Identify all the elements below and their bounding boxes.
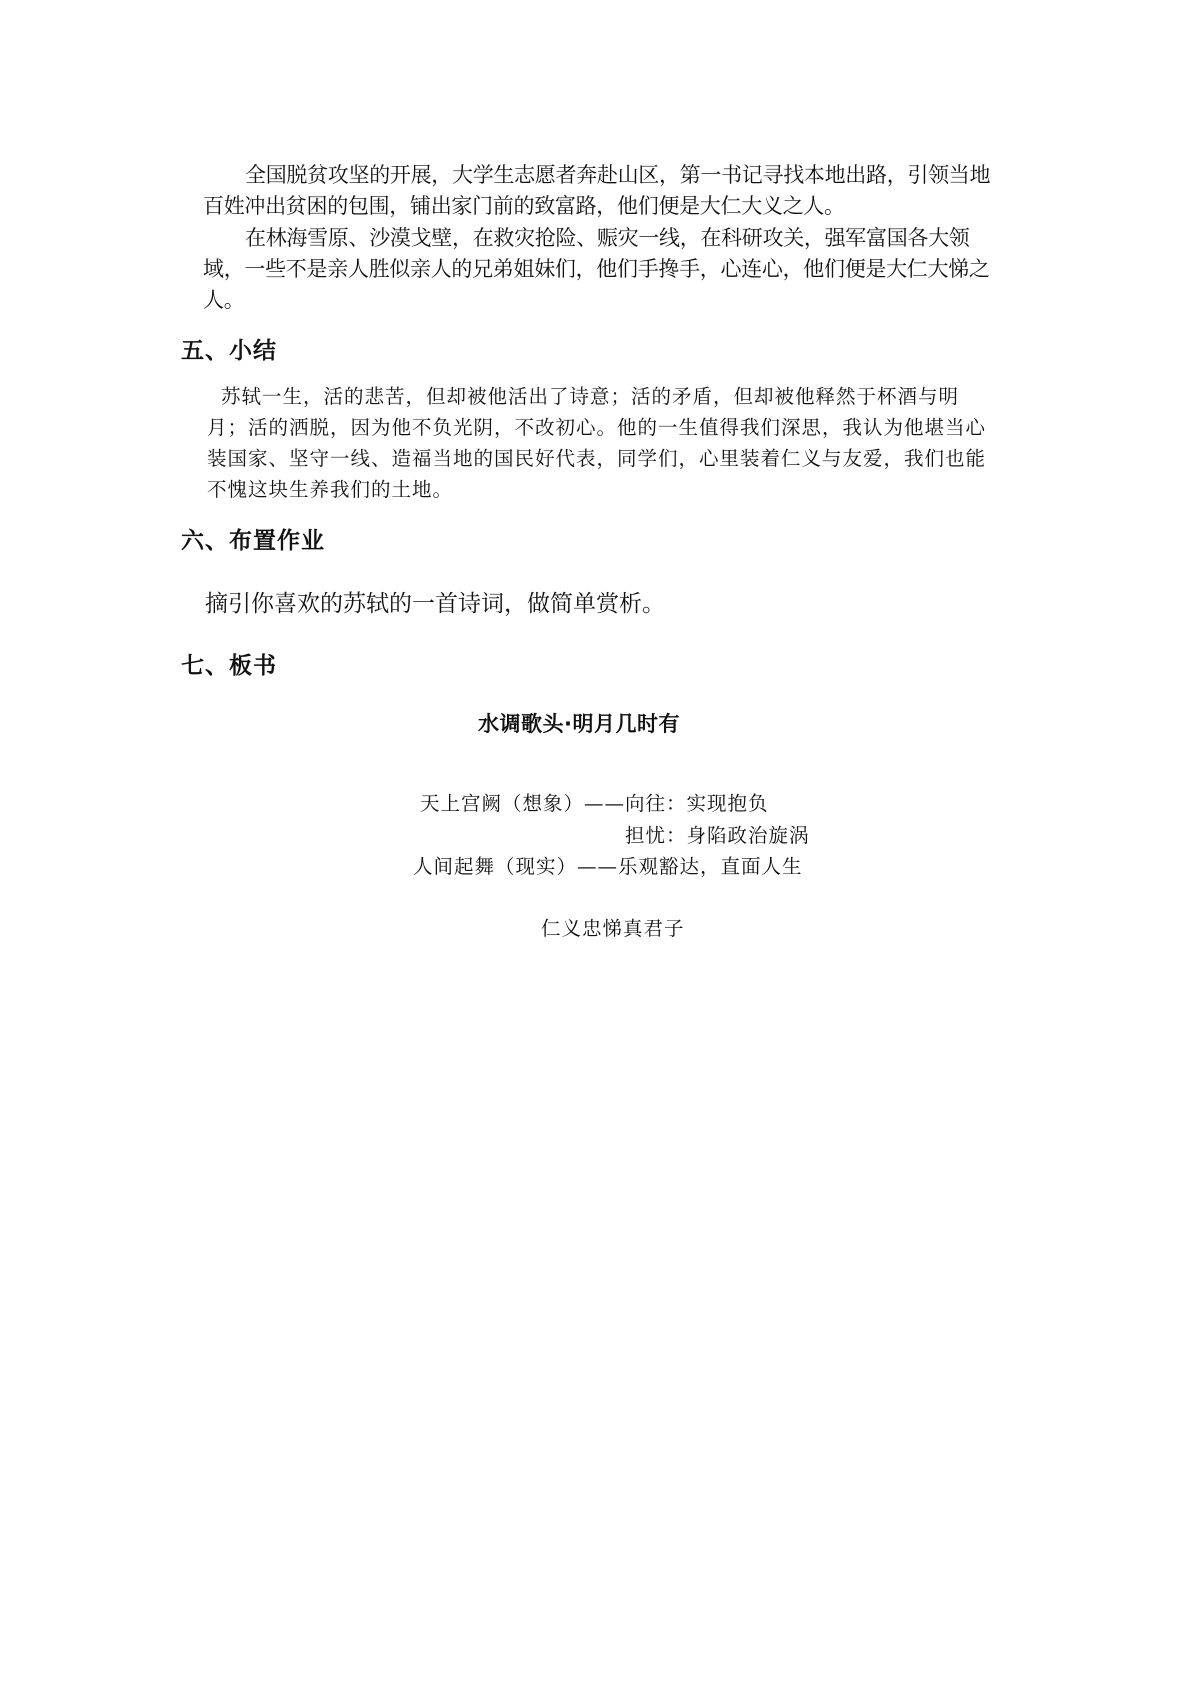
paragraph-line: 百姓冲出贫困的包围，铺出家门前的致富路，他们便是大仁大义之人。 (203, 194, 845, 218)
section-heading-homework: 六、布置作业 (181, 528, 325, 554)
board-title: 水调歌头·明月几时有 (478, 712, 680, 736)
paragraph-line: 在林海雪原、沙漠戈壁，在救灾抢险、赈灾一线，在科研攻关，强军富国各大领 (245, 226, 970, 250)
homework-text: 摘引你喜欢的苏轼的一首诗词，做简单赏析。 (205, 591, 665, 617)
board-line: 担忧：身陷政治旋涡 (625, 824, 810, 847)
paragraph-line: 不愧这块生养我们的土地。 (207, 478, 454, 501)
paragraph-line: 月；活的洒脱，因为他不负光阴，不改初心。他的一生值得我们深思，我认为他堪当心 (207, 416, 987, 439)
paragraph-line: 全国脱贫攻坚的开展，大学生志愿者奔赴山区，第一书记寻找本地出路，引领当地 (245, 163, 991, 187)
paragraph-line: 装国家、坚守一线、造福当地的国民好代表，同学们，心里装着仁义与友爱，我们也能 (207, 447, 987, 470)
section-heading-board: 七、板书 (181, 653, 277, 679)
board-summary: 仁义忠悌真君子 (541, 917, 685, 940)
paragraph-line: 苏轼一生，活的悲苦，但却被他活出了诗意；活的矛盾，但却被他释然于杯酒与明 (221, 385, 960, 408)
section-heading-summary: 五、小结 (181, 338, 277, 364)
paragraph-line: 人。 (203, 288, 245, 312)
board-line: 人间起舞（现实）——乐观豁达，直面人生 (413, 855, 803, 878)
board-line: 天上宫阙（想象）——向往：实现抱负 (420, 792, 769, 815)
paragraph-line: 域，一些不是亲人胜似亲人的兄弟姐妹们，他们手搀手，心连心，他们便是大仁大悌之 (203, 257, 990, 281)
